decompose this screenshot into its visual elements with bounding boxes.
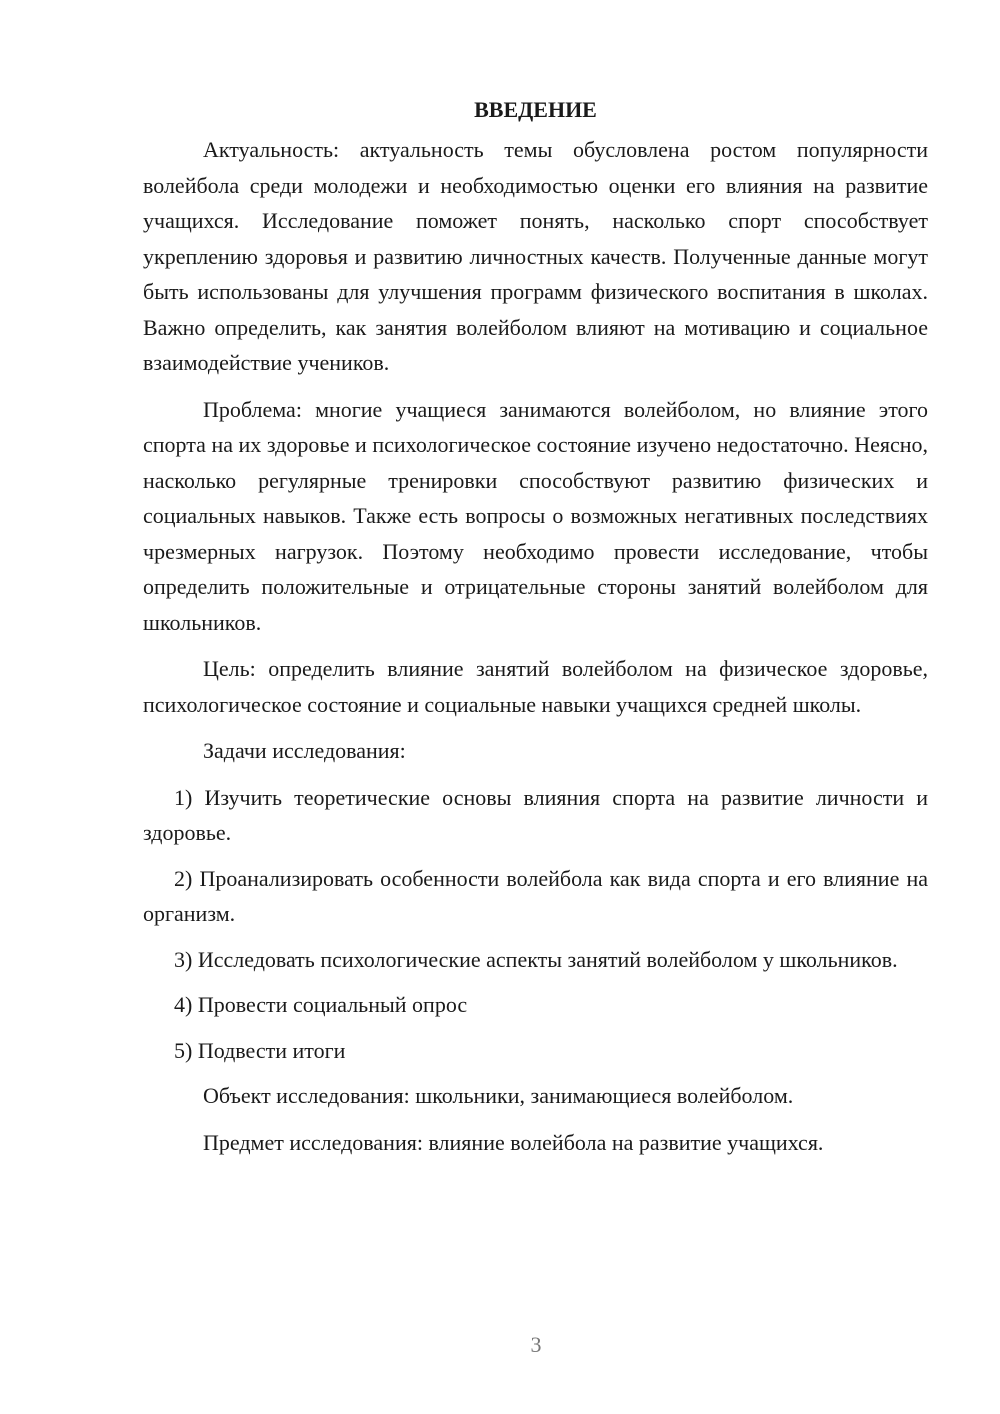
research-object: Объект исследования: школьники, занимающиеся волейболом. (203, 1083, 794, 1108)
task-item-5: 5) Подвести итоги (174, 1037, 346, 1063)
page-number: 3 (530, 1332, 542, 1357)
problem-paragraph: Проблема: многие учащиеся занимаются волейболом, но влияние этого спорта на их здоровье и психологическое состояние изучено недостаточно. Неясно, насколько регулярные тренировки способствуют развитию физических и социальных навыков. Также есть вопросы о возможных негативных последствиях чрезмерных нагрузок. Поэтому необходимо провести исследование, чтобы определить положительные и отрицательные стороны занятий волейболом для школьников. (143, 396, 928, 635)
page-title: ВВЕДЕНИЕ (474, 97, 597, 122)
task-item-2: 2) Проанализировать особенности волейбола как вида спорта и его влияние на организм. (143, 865, 928, 926)
page-content (143, 92, 928, 1171)
task-item-3: 3) Исследовать психологические аспекты занятий волейболом у школьников. (174, 946, 898, 972)
relevance-paragraph: Актуальность: актуальность темы обусловлена ростом популярности волейбола среди молодежи и необходимостью оценки его влияния на развитие учащихся. Исследование поможет понять, насколько спорт способствует укреплению здоровья и развитию личностных качеств. Полученные данные могут быть использованы для улучшения программ физического воспитания в школах. Важно определить, как занятия волейболом влияют на мотивацию и социальное взаимодействие учеников. (143, 137, 928, 375)
tasks-heading: Задачи исследования: (203, 738, 406, 763)
goal-paragraph: Цель: определить влияние занятий волейболом на физическое здоровье, психологическое состояние и социальные навыки учащихся средней школы. (143, 656, 928, 717)
task-item-4: 4) Провести социальный опрос (174, 992, 468, 1017)
task-item-1: 1) Изучить теоретические основы влияния спорта на развитие личности и здоровье. (143, 784, 928, 845)
research-subject: Предмет исследования: влияние волейбола на развитие учащихся. (203, 1129, 824, 1155)
